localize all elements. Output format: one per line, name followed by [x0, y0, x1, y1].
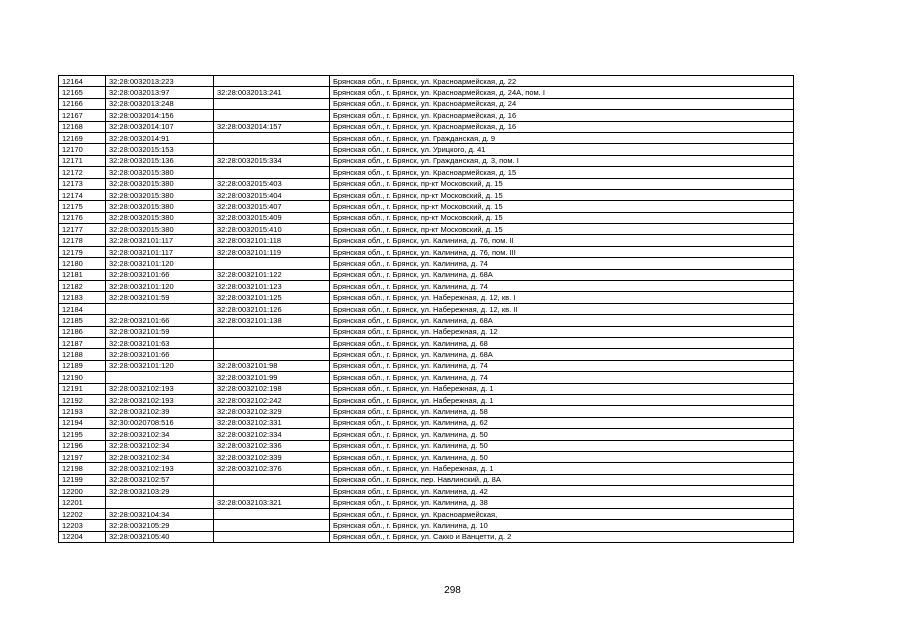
object-number-cell: 32:28:0032102:329 — [214, 406, 330, 417]
object-number-cell: 32:28:0032102:376 — [214, 463, 330, 474]
cadastral-number-cell: 32:28:0032102:193 — [106, 394, 214, 405]
row-number-cell: 12190 — [59, 372, 106, 383]
cadastral-number-cell: 32:28:0032015:380 — [106, 201, 214, 212]
address-cell: Брянская обл., г. Брянск, ул. Калинина, д. 42 — [330, 486, 794, 497]
row-number-cell: 12173 — [59, 178, 106, 189]
cadastral-number-cell: 32:28:0032104:34 — [106, 508, 214, 519]
object-number-cell: 32:28:0032103:321 — [214, 497, 330, 508]
table-row — [59, 360, 794, 371]
address-cell: Брянская обл., г. Брянск, ул. Набережная, д. 12 — [330, 326, 794, 337]
object-number-cell — [214, 508, 330, 519]
object-number-cell — [214, 258, 330, 269]
address-cell: Брянская обл., г. Брянск, ул. Калинина, д. 68 — [330, 337, 794, 348]
row-number-cell: 12192 — [59, 394, 106, 405]
address-cell: Брянская обл., г. Брянск, ул. Калинина, д. 58 — [330, 406, 794, 417]
row-number-cell: 12170 — [59, 144, 106, 155]
address-cell: Брянская обл., г. Брянск, ул. Красноармейская, — [330, 508, 794, 519]
address-cell: Брянская обл., г. Брянск, ул. Калинина, д. 74 — [330, 372, 794, 383]
table-row — [59, 201, 794, 212]
object-number-cell: 32:28:0032015:404 — [214, 189, 330, 200]
row-number-cell: 12176 — [59, 212, 106, 223]
object-number-cell: 32:28:0032015:409 — [214, 212, 330, 223]
cadastral-number-cell — [106, 497, 214, 508]
address-cell: Брянская обл., г. Брянск, ул. Красноармейская, д. 24 — [330, 98, 794, 109]
cadastral-number-cell: 32:28:0032102:193 — [106, 383, 214, 394]
address-cell: Брянская обл., г. Брянск, ул. Калинина, д. 68А — [330, 315, 794, 326]
row-number-cell: 12191 — [59, 383, 106, 394]
table-row — [59, 474, 794, 485]
table-row — [59, 258, 794, 269]
cadastral-number-cell: 32:28:0032015:380 — [106, 212, 214, 223]
row-number-cell: 12169 — [59, 132, 106, 143]
table-row — [59, 326, 794, 337]
row-number-cell: 12180 — [59, 258, 106, 269]
cadastral-number-cell: 32:28:0032015:380 — [106, 224, 214, 235]
row-number-cell: 12181 — [59, 269, 106, 280]
address-cell: Брянская обл., г. Брянск, пр-кт Московский, д. 15 — [330, 201, 794, 212]
object-number-cell — [214, 486, 330, 497]
table-row — [59, 372, 794, 383]
address-cell: Брянская обл., г. Брянск, ул. Калинина, д. 68А — [330, 349, 794, 360]
object-number-cell: 32:28:0032101:123 — [214, 281, 330, 292]
object-number-cell: 32:28:0032014:157 — [214, 121, 330, 132]
object-number-cell: 32:28:0032101:99 — [214, 372, 330, 383]
row-number-cell: 12198 — [59, 463, 106, 474]
table-row — [59, 178, 794, 189]
cadastral-number-cell: 32:28:0032014:107 — [106, 121, 214, 132]
address-cell: Брянская обл., г. Брянск, ул. Гражданская, д. 3, пом. I — [330, 155, 794, 166]
row-number-cell: 12199 — [59, 474, 106, 485]
cadastral-number-cell: 32:28:0032101:59 — [106, 326, 214, 337]
page-number: 298 — [444, 585, 461, 596]
address-cell: Брянская обл., г. Брянск, ул. Набережная, д. 12, кв. I — [330, 292, 794, 303]
address-cell: Брянская обл., г. Брянск, ул. Калинина, д. 38 — [330, 497, 794, 508]
address-cell: Брянская обл., г. Брянск, ул. Красноармейская, д. 24А, пом. I — [330, 87, 794, 98]
table-row — [59, 269, 794, 280]
table-row — [59, 189, 794, 200]
table-row — [59, 508, 794, 519]
row-number-cell: 12184 — [59, 303, 106, 314]
address-cell: Брянская обл., г. Брянск, ул. Калинина, д. 10 — [330, 520, 794, 531]
row-number-cell: 12186 — [59, 326, 106, 337]
cadastral-number-cell: 32:28:0032101:120 — [106, 360, 214, 371]
row-number-cell: 12178 — [59, 235, 106, 246]
cadastral-number-cell: 32:28:0032101:120 — [106, 281, 214, 292]
cadastral-number-cell: 32:30:0020708:516 — [106, 417, 214, 428]
cadastral-number-cell: 32:28:0032103:29 — [106, 486, 214, 497]
table-row — [59, 520, 794, 531]
cadastral-number-cell: 32:28:0032101:59 — [106, 292, 214, 303]
table-row — [59, 281, 794, 292]
address-cell: Брянская обл., г. Брянск, пер. Навлинский, д. 8А — [330, 474, 794, 485]
address-cell: Брянская обл., г. Брянск, ул. Калинина, д. 76, пом. III — [330, 246, 794, 257]
table-row — [59, 531, 794, 542]
cadastral-number-cell: 32:28:0032101:66 — [106, 269, 214, 280]
cadastral-number-cell: 32:28:0032015:136 — [106, 155, 214, 166]
cadastral-number-cell: 32:28:0032101:120 — [106, 258, 214, 269]
cadastral-number-cell: 32:28:0032102:193 — [106, 463, 214, 474]
row-number-cell: 12175 — [59, 201, 106, 212]
address-cell: Брянская обл., г. Брянск, пр-кт Московский, д. 15 — [330, 224, 794, 235]
row-number-cell: 12174 — [59, 189, 106, 200]
row-number-cell: 12196 — [59, 440, 106, 451]
object-number-cell: 32:28:0032101:119 — [214, 246, 330, 257]
row-number-cell: 12168 — [59, 121, 106, 132]
table-row — [59, 406, 794, 417]
address-cell: Брянская обл., г. Брянск, ул. Калинина, д. 50 — [330, 440, 794, 451]
row-number-cell: 12179 — [59, 246, 106, 257]
address-cell: Брянская обл., г. Брянск, пр-кт Московский, д. 15 — [330, 212, 794, 223]
address-cell: Брянская обл., г. Брянск, пр-кт Московский, д. 15 — [330, 189, 794, 200]
row-number-cell: 12200 — [59, 486, 106, 497]
table-row — [59, 303, 794, 314]
cadastral-number-cell: 32:28:0032102:34 — [106, 451, 214, 462]
row-number-cell: 12193 — [59, 406, 106, 417]
object-number-cell: 32:28:0032101:118 — [214, 235, 330, 246]
row-number-cell: 12185 — [59, 315, 106, 326]
cadastral-number-cell: 32:28:0032014:156 — [106, 110, 214, 121]
cadastral-number-cell: 32:28:0032014:91 — [106, 132, 214, 143]
address-cell: Брянская обл., г. Брянск, ул. Набережная, д. 1 — [330, 383, 794, 394]
cadastral-number-cell: 32:28:0032102:34 — [106, 440, 214, 451]
object-number-cell — [214, 337, 330, 348]
address-cell: Брянская обл., г. Брянск, ул. Урицкого, д. 41 — [330, 144, 794, 155]
address-cell: Брянская обл., г. Брянск, ул. Гражданская, д. 9 — [330, 132, 794, 143]
object-number-cell: 32:28:0032102:198 — [214, 383, 330, 394]
table-row — [59, 383, 794, 394]
cadastral-number-cell: 32:28:0032015:380 — [106, 189, 214, 200]
row-number-cell: 12171 — [59, 155, 106, 166]
object-number-cell: 32:28:0032015:403 — [214, 178, 330, 189]
registry-table — [58, 75, 794, 543]
address-cell: Брянская обл., г. Брянск, ул. Калинина, д. 50 — [330, 429, 794, 440]
row-number-cell: 12182 — [59, 281, 106, 292]
table-row — [59, 440, 794, 451]
cadastral-number-cell: 32:28:0032013:223 — [106, 76, 214, 87]
object-number-cell: 32:28:0032101:98 — [214, 360, 330, 371]
row-number-cell: 12189 — [59, 360, 106, 371]
row-number-cell: 12177 — [59, 224, 106, 235]
address-cell: Брянская обл., г. Брянск, ул. Калинина, д. 68А — [330, 269, 794, 280]
row-number-cell: 12188 — [59, 349, 106, 360]
cadastral-number-cell: 32:28:0032101:63 — [106, 337, 214, 348]
row-number-cell: 12202 — [59, 508, 106, 519]
object-number-cell: 32:28:0032101:125 — [214, 292, 330, 303]
address-cell: Брянская обл., г. Брянск, ул. Калинина, д. 74 — [330, 258, 794, 269]
table-row — [59, 417, 794, 428]
table-row — [59, 463, 794, 474]
table-row — [59, 224, 794, 235]
address-cell: Брянская обл., г. Брянск, ул. Набережная, д. 1 — [330, 463, 794, 474]
row-number-cell: 12201 — [59, 497, 106, 508]
cadastral-number-cell: 32:28:0032101:117 — [106, 246, 214, 257]
cadastral-number-cell: 32:28:0032105:40 — [106, 531, 214, 542]
cadastral-number-cell: 32:28:0032015:380 — [106, 178, 214, 189]
registry-table-body — [59, 76, 794, 543]
table-row — [59, 349, 794, 360]
table-row — [59, 212, 794, 223]
cadastral-number-cell: 32:28:0032101:66 — [106, 349, 214, 360]
row-number-cell: 12183 — [59, 292, 106, 303]
table-row — [59, 144, 794, 155]
object-number-cell: 32:28:0032015:410 — [214, 224, 330, 235]
table-row — [59, 167, 794, 178]
table-row — [59, 235, 794, 246]
cadastral-number-cell — [106, 303, 214, 314]
address-cell: Брянская обл., г. Брянск, ул. Красноармейская, д. 22 — [330, 76, 794, 87]
cadastral-number-cell: 32:28:0032102:34 — [106, 429, 214, 440]
row-number-cell: 12166 — [59, 98, 106, 109]
object-number-cell: 32:28:0032101:126 — [214, 303, 330, 314]
object-number-cell — [214, 76, 330, 87]
row-number-cell: 12164 — [59, 76, 106, 87]
table-row — [59, 497, 794, 508]
table-row — [59, 246, 794, 257]
object-number-cell: 32:28:0032101:122 — [214, 269, 330, 280]
address-cell: Брянская обл., г. Брянск, ул. Калинина, д. 74 — [330, 281, 794, 292]
table-row — [59, 87, 794, 98]
object-number-cell: 32:28:0032101:138 — [214, 315, 330, 326]
row-number-cell: 12195 — [59, 429, 106, 440]
row-number-cell: 12194 — [59, 417, 106, 428]
table-row — [59, 132, 794, 143]
object-number-cell: 32:28:0032102:331 — [214, 417, 330, 428]
table-row — [59, 76, 794, 87]
row-number-cell: 12165 — [59, 87, 106, 98]
object-number-cell — [214, 326, 330, 337]
table-row — [59, 337, 794, 348]
address-cell: Брянская обл., г. Брянск, ул. Сакко и Ванцетти, д. 2 — [330, 531, 794, 542]
object-number-cell — [214, 520, 330, 531]
cadastral-number-cell: 32:28:0032013:248 — [106, 98, 214, 109]
row-number-cell: 12197 — [59, 451, 106, 462]
address-cell: Брянская обл., г. Брянск, ул. Калинина, д. 62 — [330, 417, 794, 428]
cadastral-number-cell: 32:28:0032015:380 — [106, 167, 214, 178]
table-row — [59, 98, 794, 109]
table-row — [59, 451, 794, 462]
table-row — [59, 429, 794, 440]
row-number-cell: 12204 — [59, 531, 106, 542]
address-cell: Брянская обл., г. Брянск, ул. Красноармейская, д. 15 — [330, 167, 794, 178]
row-number-cell: 12187 — [59, 337, 106, 348]
object-number-cell: 32:28:0032015:407 — [214, 201, 330, 212]
table-row — [59, 121, 794, 132]
address-cell: Брянская обл., г. Брянск, ул. Красноармейская, д. 16 — [330, 110, 794, 121]
object-number-cell: 32:28:0032102:339 — [214, 451, 330, 462]
cadastral-number-cell: 32:28:0032015:153 — [106, 144, 214, 155]
table-row — [59, 155, 794, 166]
object-number-cell — [214, 167, 330, 178]
address-cell: Брянская обл., г. Брянск, ул. Набережная, д. 1 — [330, 394, 794, 405]
table-row — [59, 292, 794, 303]
table-row — [59, 315, 794, 326]
object-number-cell — [214, 98, 330, 109]
object-number-cell: 32:28:0032102:242 — [214, 394, 330, 405]
cadastral-number-cell: 32:28:0032013:97 — [106, 87, 214, 98]
row-number-cell: 12172 — [59, 167, 106, 178]
address-cell: Брянская обл., г. Брянск, пр-кт Московский, д. 15 — [330, 178, 794, 189]
object-number-cell — [214, 474, 330, 485]
cadastral-number-cell — [106, 372, 214, 383]
object-number-cell: 32:28:0032102:336 — [214, 440, 330, 451]
object-number-cell: 32:28:0032015:334 — [214, 155, 330, 166]
address-cell: Брянская обл., г. Брянск, ул. Набережная, д. 12, кв. II — [330, 303, 794, 314]
row-number-cell: 12203 — [59, 520, 106, 531]
cadastral-number-cell: 32:28:0032102:39 — [106, 406, 214, 417]
table-row — [59, 110, 794, 121]
object-number-cell — [214, 144, 330, 155]
address-cell: Брянская обл., г. Брянск, ул. Калинина, д. 76, пом. II — [330, 235, 794, 246]
object-number-cell — [214, 349, 330, 360]
cadastral-number-cell: 32:28:0032102:57 — [106, 474, 214, 485]
address-cell: Брянская обл., г. Брянск, ул. Красноармейская, д. 16 — [330, 121, 794, 132]
object-number-cell — [214, 132, 330, 143]
cadastral-number-cell: 32:28:0032105:29 — [106, 520, 214, 531]
row-number-cell: 12167 — [59, 110, 106, 121]
table-row — [59, 394, 794, 405]
object-number-cell: 32:28:0032013:241 — [214, 87, 330, 98]
address-cell: Брянская обл., г. Брянск, ул. Калинина, д. 74 — [330, 360, 794, 371]
cadastral-number-cell: 32:28:0032101:66 — [106, 315, 214, 326]
address-cell: Брянская обл., г. Брянск, ул. Калинина, д. 50 — [330, 451, 794, 462]
object-number-cell — [214, 531, 330, 542]
object-number-cell — [214, 110, 330, 121]
object-number-cell: 32:28:0032102:334 — [214, 429, 330, 440]
cadastral-number-cell: 32:28:0032101:117 — [106, 235, 214, 246]
table-row — [59, 486, 794, 497]
